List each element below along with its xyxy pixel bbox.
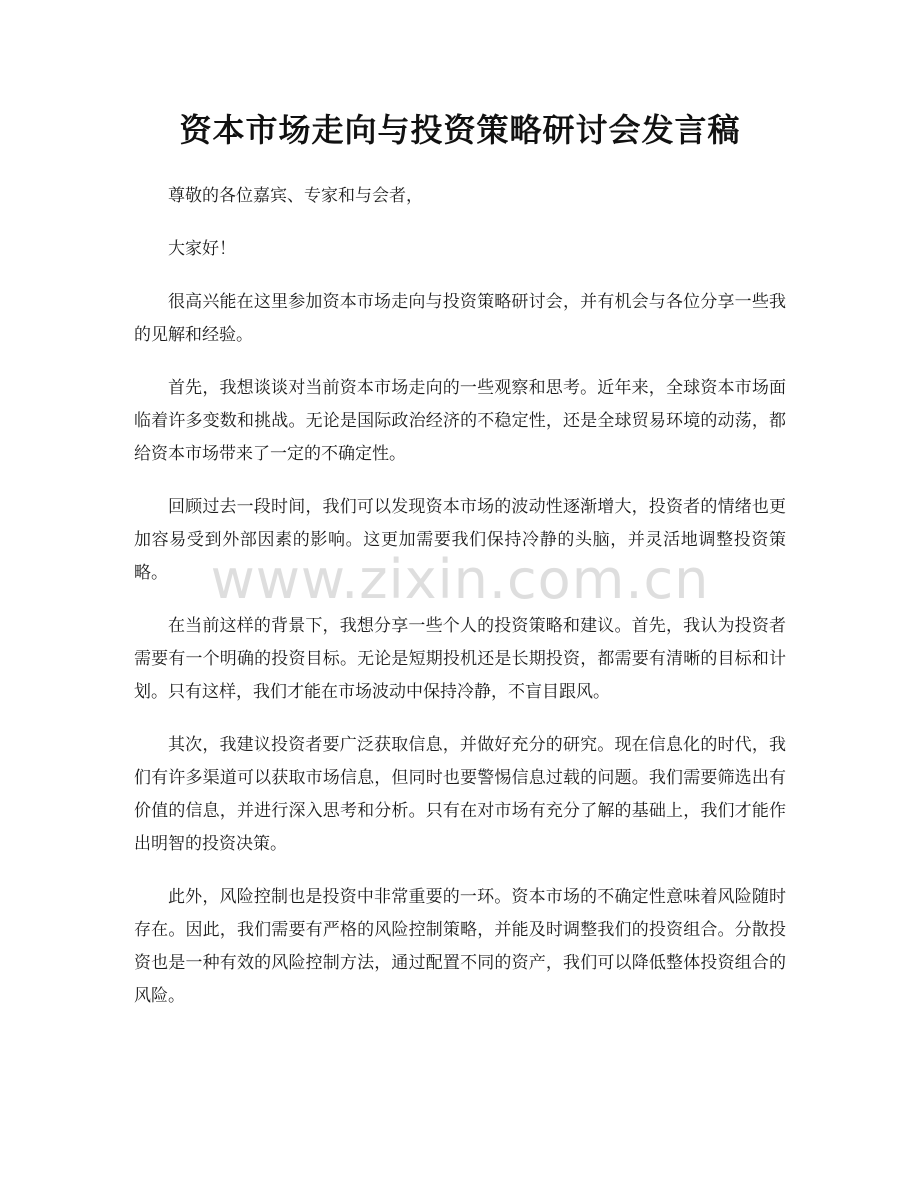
document-body	[134, 180, 786, 1033]
paragraph-salutation: 尊敬的各位嘉宾、专家和与会者，	[168, 186, 423, 206]
paragraph-strategy-goal: 在当前这样的背景下，我想分享一些个人的投资策略和建议。首先，我认为投资者需要有一个明确的投资目标。无论是短期投机还是长期投资，都需要有清晰的目标和计划。只有这样，我们才能在市场波动中保持冷静，不盲目跟风。	[134, 616, 786, 702]
paragraph-market-trend: 首先，我想谈谈对当前资本市场走向的一些观察和思考。近年来，全球资本市场面临着许多变数和挑战。无论是国际政治经济的不稳定性，还是全球贸易环境的动荡，都给资本市场带来了一定的不确定性。	[134, 378, 786, 464]
paragraph-information: 其次，我建议投资者要广泛获取信息，并做好充分的研究。现在信息化的时代，我们有许多渠道可以获取市场信息，但同时也要警惕信息过载的问题。我们需要筛选出有价值的信息，并进行深入思考和分析。只有在对市场有充分了解的基础上，我们才能作出明智的投资决策。	[134, 735, 786, 854]
watermark: www.zixin.com.cn	[210, 548, 710, 611]
paragraph-review: 回顾过去一段时间，我们可以发现资本市场的波动性逐渐增大，投资者的情绪也更加容易受到外部因素的影响。这更加需要我们保持冷静的头脑，并灵活地调整投资策略。	[134, 497, 786, 583]
paragraph-risk-control: 此外，风险控制也是投资中非常重要的一环。资本市场的不确定性意味着风险随时存在。因此，我们需要有严格的风险控制策略，并能及时调整我们的投资组合。分散投资也是一种有效的风险控制方法，通过配置不同的资产，我们可以降低整体投资组合的风险。	[134, 887, 786, 1006]
paragraph-greeting: 大家好！	[168, 239, 236, 259]
paragraph-intro: 很高兴能在这里参加资本市场走向与投资策略研讨会，并有机会与各位分享一些我的见解和经验。	[134, 292, 786, 345]
document-title: 资本市场走向与投资策略研讨会发言稿	[179, 111, 741, 149]
